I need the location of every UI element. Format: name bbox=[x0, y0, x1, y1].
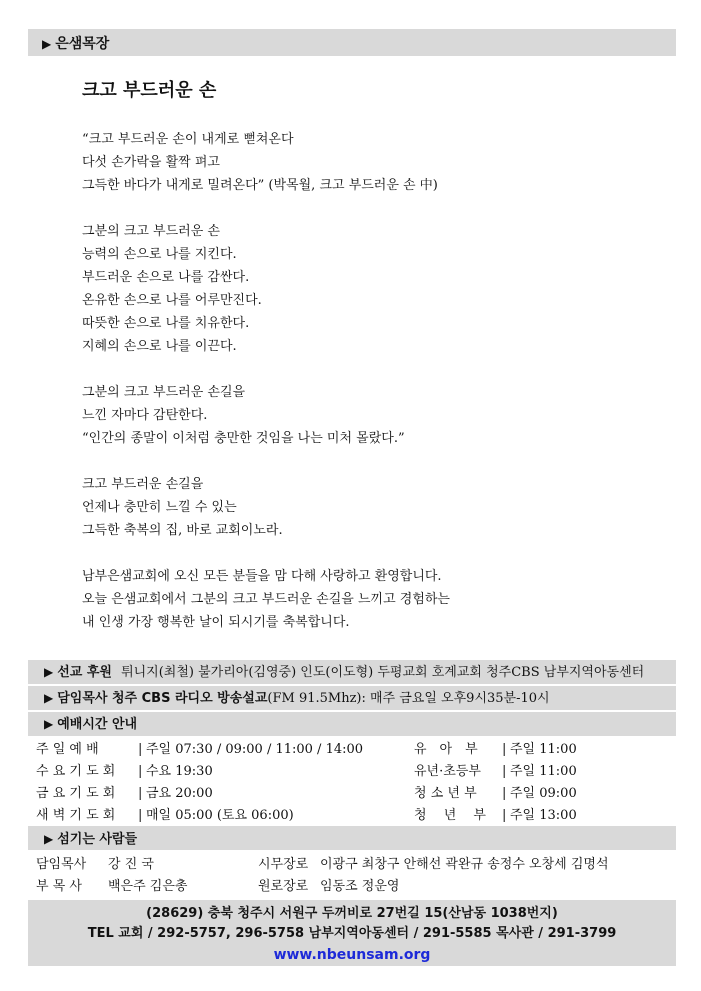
worship-schedule-adult bbox=[36, 739, 363, 827]
church-phone-numbers: TEL 교회 / 292-5757, 296-5758 남부지역아동센터 / 291-5585 목사관 / 291-3799 bbox=[87, 926, 617, 941]
service-time: 주일 11:00 bbox=[510, 742, 577, 757]
poem-line: “인간의 종말이 이처럼 충만한 것임을 나는 미처 몰랐다.” bbox=[82, 431, 405, 446]
schedule-row bbox=[36, 783, 363, 805]
service-time: 주일 09:00 bbox=[510, 786, 577, 801]
service-name: 청 년 부 bbox=[414, 808, 486, 823]
divider: | bbox=[138, 764, 143, 779]
mission-label: 선교 후원 bbox=[57, 665, 112, 680]
poem-line: 언제나 충만히 느낄 수 있는 bbox=[82, 500, 237, 515]
staff-role: 담임목사 bbox=[36, 857, 87, 872]
stanza-1 bbox=[82, 128, 450, 197]
triangle-right-icon: ▶ bbox=[44, 691, 54, 705]
staff-row bbox=[36, 854, 187, 876]
staff-names: 백은주 김은총 bbox=[108, 879, 188, 894]
mission-support-bar bbox=[28, 660, 676, 684]
poem-line: 그분의 크고 부드러운 손 bbox=[82, 224, 220, 239]
divider: | bbox=[138, 808, 143, 823]
worship-times-bar bbox=[28, 712, 676, 736]
schedule-row bbox=[414, 783, 577, 805]
staff-role: 시무장로 bbox=[258, 857, 309, 872]
poem-line: 그득한 축복의 집, 바로 교회이노라. bbox=[82, 523, 283, 538]
schedule-row bbox=[36, 805, 363, 827]
pastors-list bbox=[36, 854, 187, 898]
service-name: 금 요 기 도 회 bbox=[36, 786, 116, 801]
staff-role: 부 목 사 bbox=[36, 879, 82, 894]
service-name: 유년·초등부 bbox=[414, 764, 481, 779]
service-name: 유 아 부 bbox=[414, 742, 478, 757]
service-time: 수요 19:30 bbox=[146, 764, 213, 779]
divider: | bbox=[138, 786, 143, 801]
triangle-right-icon: ▶ bbox=[44, 717, 54, 731]
poem-line: 내 인생 가장 행복한 날이 되시기를 축복합니다. bbox=[82, 615, 350, 630]
worship-schedule-youth bbox=[414, 739, 577, 827]
section-header bbox=[28, 29, 676, 56]
service-name: 새 벽 기 도 회 bbox=[36, 808, 116, 823]
church-contact-footer bbox=[28, 900, 676, 966]
radio-sermon-bar bbox=[28, 686, 676, 710]
elders-list bbox=[258, 854, 609, 898]
poem-line: 크고 부드러운 손길을 bbox=[82, 477, 204, 492]
stanza-3 bbox=[82, 381, 450, 450]
stanza-4 bbox=[82, 473, 450, 542]
poem-line: 따뜻한 손으로 나를 치유한다. bbox=[82, 316, 250, 331]
staff-role: 원로장로 bbox=[258, 879, 309, 894]
service-time: 주일 11:00 bbox=[510, 764, 577, 779]
service-name: 청 소 년 부 bbox=[414, 786, 477, 801]
divider: | bbox=[502, 808, 507, 823]
poem-line: 부드러운 손으로 나를 감싼다. bbox=[82, 270, 250, 285]
poem bbox=[82, 128, 450, 657]
poem-line: 지혜의 손으로 나를 이끈다. bbox=[82, 339, 237, 354]
staff-row bbox=[258, 876, 609, 898]
poem-line: 그득한 바다가 내게로 밀려온다” (박목월, 크고 부드러운 손 中) bbox=[82, 178, 438, 193]
divider: | bbox=[502, 742, 507, 757]
poem-line: 남부은샘교회에 오신 모든 분들을 맘 다해 사랑하고 환영합니다. bbox=[82, 569, 442, 584]
service-time: 주일 07:30 / 09:00 / 11:00 / 14:00 bbox=[146, 742, 364, 757]
staff-names: 강 진 국 bbox=[108, 857, 154, 872]
staff-names: 임동조 정운영 bbox=[320, 879, 400, 894]
divider: | bbox=[502, 786, 507, 801]
mission-text: 튀니지(최철) 불가리아(김영중) 인도(이도형) 두평교회 호계교회 청주CBS 남부지역아동센터 bbox=[121, 665, 645, 680]
staff-names: 이광구 최창구 안해선 곽완규 송정수 오창세 김명석 bbox=[320, 857, 609, 872]
section-title: 은샘목장 bbox=[55, 36, 110, 52]
poem-line: 온유한 손으로 나를 어루만진다. bbox=[82, 293, 262, 308]
schedule-row bbox=[414, 805, 577, 827]
poem-line: 오늘 은샘교회에서 그분의 크고 부드러운 손길을 느끼고 경험하는 bbox=[82, 592, 450, 607]
service-time: 주일 13:00 bbox=[510, 808, 577, 823]
staff-row bbox=[36, 876, 187, 898]
poem-line: 느낀 자마다 감탄한다. bbox=[82, 408, 208, 423]
radio-label: 담임목사 청주 CBS 라디오 방송설교 bbox=[57, 691, 268, 706]
service-name: 수 요 기 도 회 bbox=[36, 764, 116, 779]
staff-row bbox=[258, 854, 609, 876]
schedule-row bbox=[36, 761, 363, 783]
stanza-2 bbox=[82, 220, 450, 358]
poem-line: 그분의 크고 부드러운 손길을 bbox=[82, 385, 246, 400]
triangle-right-icon: ▶ bbox=[44, 832, 54, 846]
divider: | bbox=[502, 764, 507, 779]
stanza-5 bbox=[82, 565, 450, 634]
schedule-row bbox=[414, 761, 577, 783]
worship-label: 예배시간 안내 bbox=[57, 717, 138, 732]
church-address: (28629) 충북 청주시 서원구 두꺼비로 27번길 15(산남동 1038번지) bbox=[146, 906, 558, 921]
website-link[interactable]: www.nbeunsam.org bbox=[273, 947, 431, 963]
radio-text: (FM 91.5Mhz): 매주 금요일 오후9시35분-10시 bbox=[267, 691, 550, 706]
staff-label: 섬기는 사람들 bbox=[57, 832, 138, 847]
poem-line: 다섯 손가락을 활짝 펴고 bbox=[82, 155, 220, 170]
service-time: 매일 05:00 (토요 06:00) bbox=[146, 808, 294, 823]
triangle-right-icon: ▶ bbox=[42, 37, 52, 51]
service-name: 주 일 예 배 bbox=[36, 742, 99, 757]
staff-bar bbox=[28, 826, 676, 850]
poem-line: 능력의 손으로 나를 지킨다. bbox=[82, 247, 237, 262]
service-time: 금요 20:00 bbox=[146, 786, 213, 801]
divider: | bbox=[138, 742, 143, 757]
poem-line: “크고 부드러운 손이 내게로 뻗쳐온다 bbox=[82, 132, 294, 147]
article-title: 크고 부드러운 손 bbox=[82, 80, 217, 101]
schedule-row bbox=[36, 739, 363, 761]
triangle-right-icon: ▶ bbox=[44, 665, 54, 679]
schedule-row bbox=[414, 739, 577, 761]
